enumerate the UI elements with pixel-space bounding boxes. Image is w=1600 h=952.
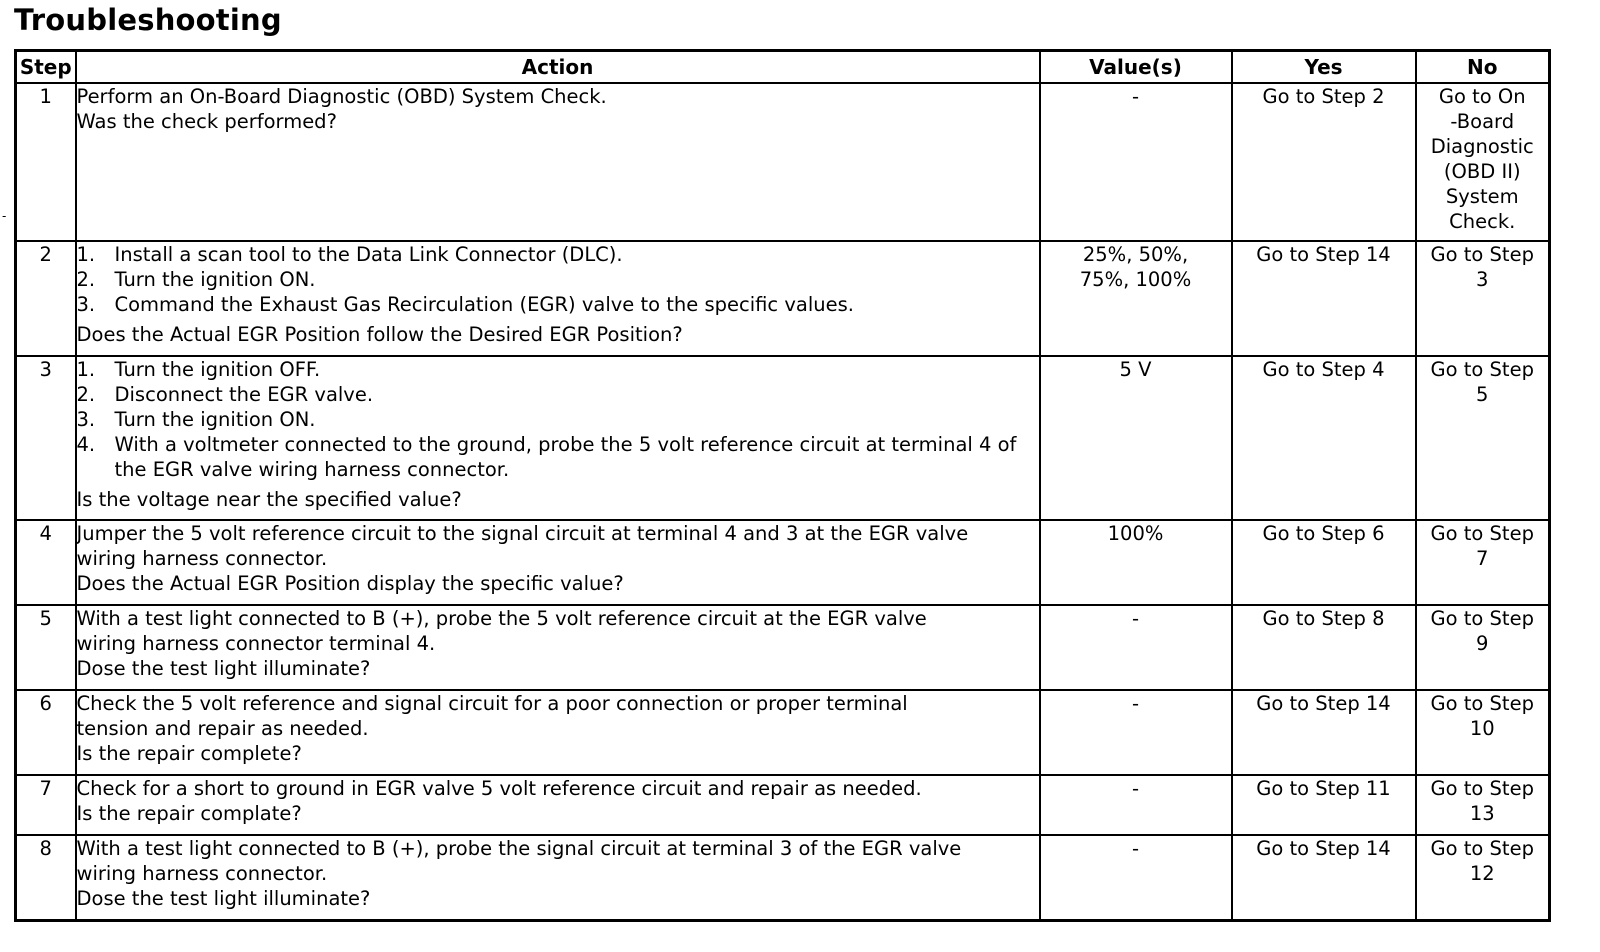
table-row [16,83,1550,241]
value-cell: 100% [1040,520,1232,605]
header-values: Value(s) [1040,51,1232,84]
action-cell [76,690,1040,775]
no-line: Go to Step [1430,607,1534,630]
action-line: wiring harness connector. [76,547,328,570]
procedure-list [77,242,1039,317]
no-line: 5 [1476,383,1489,406]
action-cell [76,835,1040,920]
no-line: Check. [1449,210,1516,233]
action-line: Check the 5 volt reference and signal circuit for a poor connection or proper terminal [76,692,908,715]
procedure-list [77,357,1039,482]
procedure-item: 1. Turn the ignition OFF. [76,358,321,381]
step-number: 7 [16,775,76,835]
table-row [16,241,1550,356]
action-cell [76,775,1040,835]
no-line: 13 [1469,802,1495,825]
no-line: 10 [1469,717,1495,740]
no-line: -Board [1450,110,1515,133]
procedure-item: 2. Disconnect the EGR valve. [76,383,374,406]
procedure-item: 4. With a voltmeter connected to the ground, probe the 5 volt reference circuit at terminal 4 of the EGR valve wiring harness connector. [76,433,1017,481]
table-row [16,520,1550,605]
no-line: Go to On [1438,85,1526,108]
value-cell: - [1040,775,1232,835]
action-line: With a test light connected to B (+), probe the 5 volt reference circuit at the EGR valve [76,607,927,630]
step-number: 1 [16,83,76,241]
no-cell [1416,241,1550,356]
table-header-row [16,51,1550,84]
action-cell [76,83,1040,241]
no-line: Go to Step [1430,837,1534,860]
yes-cell: Go to Step 4 [1232,356,1416,520]
action-question: Does the Actual EGR Position follow the Desired EGR Position? [76,323,683,346]
action-line: wiring harness connector. [76,862,328,885]
no-cell [1416,605,1550,690]
no-line: Diagnostic [1430,135,1534,158]
side-mark: - [2,209,7,223]
step-number: 5 [16,605,76,690]
no-line: (OBD II) [1443,160,1521,183]
value-line: 25%, 50%, [1082,243,1189,266]
value-cell: - [1040,605,1232,690]
page-title: Troubleshooting [14,3,282,37]
yes-cell: Go to Step 14 [1232,835,1416,920]
action-line: wiring harness connector terminal 4. [76,632,436,655]
action-question: Does the Actual EGR Position display the specific value? [76,572,624,595]
value-cell: - [1040,690,1232,775]
action-question: Dose the test light illuminate? [76,887,371,910]
no-cell [1416,690,1550,775]
troubleshooting-table [14,49,1551,922]
no-line: Go to Step [1430,243,1534,266]
procedure-item: 3. Command the Exhaust Gas Recirculation (EGR) valve to the specific values. [76,293,854,316]
no-line: Go to Step [1430,692,1534,715]
no-cell [1416,775,1550,835]
header-step: Step [16,51,76,84]
action-cell [76,605,1040,690]
table-row [16,835,1550,920]
step-number: 4 [16,520,76,605]
yes-cell: Go to Step 14 [1232,690,1416,775]
table-row [16,690,1550,775]
no-cell [1416,83,1550,241]
no-line: Go to Step [1430,522,1534,545]
no-cell [1416,835,1550,920]
step-number: 2 [16,241,76,356]
value-cell [1040,241,1232,356]
header-action: Action [76,51,1040,84]
action-question: Is the repair complete? [76,742,302,765]
table-row [16,605,1550,690]
action-line: Perform an On-Board Diagnostic (OBD) System Check. [76,85,607,108]
yes-cell: Go to Step 11 [1232,775,1416,835]
action-question: Was the check performed? [76,110,337,133]
no-cell [1416,356,1550,520]
table-row [16,775,1550,835]
procedure-item: 1. Install a scan tool to the Data Link Connector (DLC). [76,243,623,266]
no-line: 9 [1476,632,1489,655]
step-number: 8 [16,835,76,920]
step-number: 6 [16,690,76,775]
action-line: Jumper the 5 volt reference circuit to the signal circuit at terminal 4 and 3 at the EGR valve [76,522,969,545]
action-cell [76,356,1040,520]
no-line: 12 [1469,862,1495,885]
no-line: System [1445,185,1519,208]
header-no: No [1416,51,1550,84]
step-number: 3 [16,356,76,520]
yes-cell: Go to Step 2 [1232,83,1416,241]
no-line: Go to Step [1430,777,1534,800]
procedure-item: 2. Turn the ignition ON. [76,268,316,291]
yes-cell: Go to Step 6 [1232,520,1416,605]
action-line: Check for a short to ground in EGR valve 5 volt reference circuit and repair as needed. [76,777,922,800]
no-line: 3 [1476,268,1489,291]
value-cell: - [1040,835,1232,920]
table-row [16,356,1550,520]
action-question: Is the voltage near the specified value? [76,488,462,511]
procedure-item: 3. Turn the ignition ON. [76,408,316,431]
header-yes: Yes [1232,51,1416,84]
no-line: Go to Step [1430,358,1534,381]
action-line: With a test light connected to B (+), probe the signal circuit at terminal 3 of the EGR valve [76,837,962,860]
value-cell: 5 V [1040,356,1232,520]
no-line: 7 [1476,547,1489,570]
action-line: tension and repair as needed. [76,717,369,740]
action-cell [76,241,1040,356]
yes-cell: Go to Step 14 [1232,241,1416,356]
no-cell [1416,520,1550,605]
action-question: Dose the test light illuminate? [76,657,371,680]
action-question: Is the repair complate? [76,802,302,825]
value-cell: - [1040,83,1232,241]
action-cell [76,520,1040,605]
yes-cell: Go to Step 8 [1232,605,1416,690]
value-line: 75%, 100% [1079,268,1192,291]
